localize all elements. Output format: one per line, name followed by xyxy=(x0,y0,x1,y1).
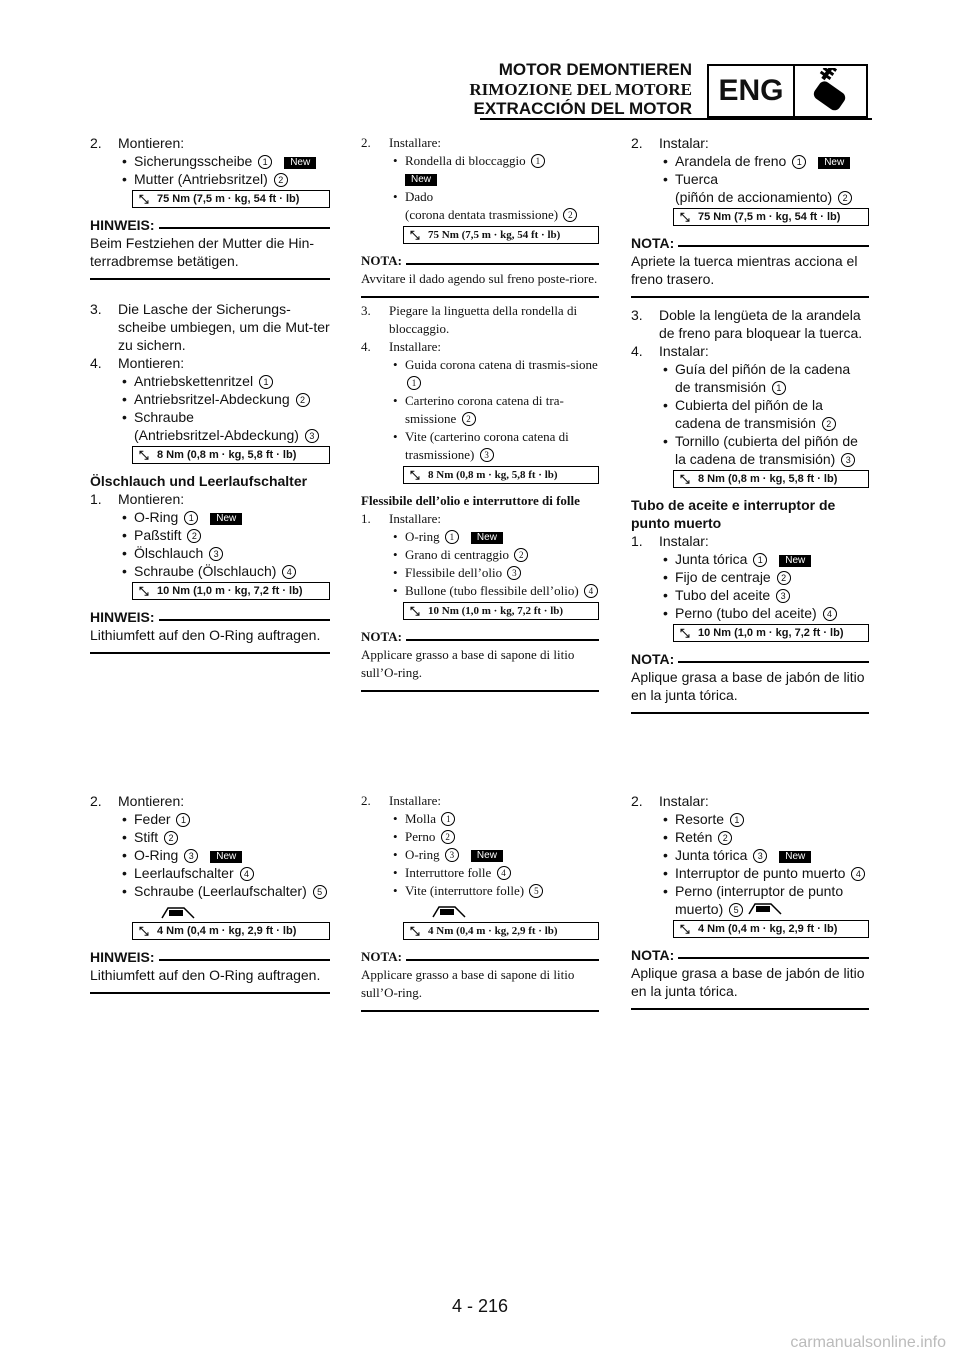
torque-value: 4 Nm (0,4 m · kg, 2,9 ft · lb) xyxy=(428,925,558,937)
list-item-cont: (corona dentata trasmissione) xyxy=(405,207,559,222)
note-label: NOTA: xyxy=(361,949,402,964)
list-item: Bullone (tubo flessibile dell’olio) xyxy=(405,583,579,598)
callout-number: 4 xyxy=(823,607,837,621)
step-text: Instalar: xyxy=(659,135,709,151)
callout-number: 1 xyxy=(753,553,767,567)
wrench-icon: ⤡ xyxy=(410,228,420,242)
step-text: Die Lasche der Sicherungs-scheibe umbiegen, um die Mut-ter zu sichern. xyxy=(118,301,330,353)
torque-spec xyxy=(673,208,869,226)
callout-number: 3 xyxy=(184,849,198,863)
torque-spec xyxy=(132,582,330,600)
list-item: O-ring xyxy=(405,847,440,862)
list-item: Sicherungsscheibe xyxy=(134,153,253,169)
column-es-top xyxy=(631,134,869,714)
note-rule xyxy=(631,712,869,714)
callout-number: 5 xyxy=(313,885,327,899)
note-label: NOTA: xyxy=(361,253,402,268)
callout-number: 2 xyxy=(822,417,836,431)
step-number: 1. xyxy=(631,533,643,549)
torque-value: 10 Nm (1,0 m · kg, 7,2 ft · lb) xyxy=(428,605,564,617)
callout-number: 1 xyxy=(772,381,786,395)
wrench-icon: ⤡ xyxy=(410,468,420,482)
list-item: Schraube (Leerlaufschalter) xyxy=(134,883,307,899)
step-number: 4. xyxy=(90,355,102,371)
wrench-icon: ⤡ xyxy=(410,924,420,938)
step-number: 2. xyxy=(631,793,643,809)
step-text: Installare: xyxy=(389,135,441,150)
new-part-badge: New xyxy=(210,851,242,863)
torque-value: 75 Nm (7,5 m · kg, 54 ft · lb) xyxy=(157,193,300,205)
step-number: 1. xyxy=(90,491,102,507)
note-header xyxy=(631,234,869,252)
list-item-cont: (piñón de accionamiento) xyxy=(675,189,833,205)
wrench-icon: ⤡ xyxy=(680,472,690,486)
list-item: Ölschlauch xyxy=(134,545,204,561)
step-number: 2. xyxy=(361,135,371,150)
torque-value: 4 Nm (0,4 m · kg, 2,9 ft · lb) xyxy=(698,923,838,935)
callout-number: 3 xyxy=(445,848,459,862)
list-item: O-ring xyxy=(405,529,440,544)
list-item: Perno (interruptor de punto muerto) xyxy=(675,883,844,917)
grease-icon xyxy=(160,904,330,920)
lang-badge: ENG xyxy=(709,66,795,116)
note-header xyxy=(90,608,330,626)
torque-value: 75 Nm (7,5 m · kg, 54 ft · lb) xyxy=(428,229,561,241)
list-item: O-Ring xyxy=(134,847,179,863)
callout-number: 5 xyxy=(529,884,543,898)
callout-number: 1 xyxy=(184,511,198,525)
step-text: Instalar: xyxy=(659,793,709,809)
note-header xyxy=(631,650,869,668)
torque-spec xyxy=(132,190,330,208)
callout-number: 1 xyxy=(445,530,459,544)
torque-spec xyxy=(673,470,869,488)
step-number: 3. xyxy=(631,307,643,323)
note-rule xyxy=(90,992,330,994)
header-title-it: RIMOZIONE DEL MOTORE xyxy=(469,80,692,99)
list-item: Vite (interruttore folle) xyxy=(405,883,525,898)
callout-number: 2 xyxy=(563,208,577,222)
list-item: Interruttore folle xyxy=(405,865,492,880)
step-number: 1. xyxy=(361,511,371,526)
note-text: Beim Festziehen der Mutter die Hin-terradbremse betätigen. xyxy=(90,235,315,269)
callout-number: 2 xyxy=(718,831,732,845)
callout-number: 2 xyxy=(441,830,455,844)
list-item: Dado xyxy=(405,189,434,204)
torque-spec xyxy=(132,922,330,940)
step-text: Instalar: xyxy=(659,533,709,549)
list-item: Flessibile dell’olio xyxy=(405,565,503,580)
list-item: Leerlaufschalter xyxy=(134,865,234,881)
torque-spec xyxy=(403,922,599,940)
note-label: NOTA: xyxy=(361,629,402,644)
torque-value: 75 Nm (7,5 m · kg, 54 ft · lb) xyxy=(698,211,841,223)
callout-number: 2 xyxy=(274,173,288,187)
note-rule xyxy=(361,690,599,692)
torque-spec xyxy=(673,920,869,938)
list-item-cont: (Antriebsritzel-Abdeckung) xyxy=(134,427,299,443)
list-item: Guía del piñón de la cadena de transmisión xyxy=(675,361,851,395)
list-item: Mutter (Antriebsritzel) xyxy=(134,171,268,187)
list-item: Antriebskettenritzel xyxy=(134,373,254,389)
new-part-badge: New xyxy=(471,850,503,862)
note-rule xyxy=(90,652,330,654)
callout-number: 3 xyxy=(305,429,319,443)
note-header xyxy=(631,946,869,964)
torque-spec xyxy=(403,226,599,244)
section-heading: Ölschlauch und Leerlaufschalter xyxy=(90,473,308,489)
step-number: 2. xyxy=(90,135,102,151)
list-item: Schraube (Ölschlauch) xyxy=(134,563,277,579)
callout-number: 2 xyxy=(777,571,791,585)
page-header xyxy=(469,60,692,119)
new-part-badge: New xyxy=(779,555,811,567)
callout-number: 2 xyxy=(514,548,528,562)
step-text: Installare: xyxy=(389,339,441,354)
callout-number: 1 xyxy=(441,812,455,826)
note-header xyxy=(90,948,330,966)
note-header xyxy=(361,252,599,270)
callout-number: 5 xyxy=(729,903,743,917)
step-text: Instalar: xyxy=(659,343,709,359)
torque-value: 10 Nm (1,0 m · kg, 7,2 ft · lb) xyxy=(157,585,303,597)
list-item: Molla xyxy=(405,811,437,826)
note-text: Applicare grasso a base di sapone di litio sull’O-ring. xyxy=(361,647,575,680)
callout-number: 1 xyxy=(730,813,744,827)
torque-value: 4 Nm (0,4 m · kg, 2,9 ft · lb) xyxy=(157,925,297,937)
callout-number: 3 xyxy=(776,589,790,603)
step-number: 2. xyxy=(361,793,371,808)
list-item: Paßstift xyxy=(134,527,182,543)
list-item: Fijo de centraje xyxy=(675,569,771,585)
list-item: Grano di centraggio xyxy=(405,547,509,562)
torque-value: 8 Nm (0,8 m · kg, 5,8 ft · lb) xyxy=(157,449,297,461)
list-item: Junta tórica xyxy=(675,551,748,567)
step-text: Montieren: xyxy=(118,355,185,371)
step-number: 4. xyxy=(631,343,643,359)
callout-number: 4 xyxy=(240,867,254,881)
torque-spec xyxy=(132,446,330,464)
callout-number: 2 xyxy=(296,393,310,407)
note-header xyxy=(90,216,330,234)
list-item: Arandela de freno xyxy=(675,153,787,169)
list-item: Antriebsritzel-Abdeckung xyxy=(134,391,290,407)
note-rule xyxy=(631,1008,869,1010)
step-text: Installare: xyxy=(389,511,441,526)
step-text: Installare: xyxy=(389,793,441,808)
page-number: 4 - 216 xyxy=(451,1296,509,1316)
callout-number: 1 xyxy=(531,154,545,168)
list-item: Tornillo (cubierta del piñón de la cadena de transmisión) xyxy=(675,433,858,467)
new-part-badge: New xyxy=(471,532,503,544)
header-rule xyxy=(480,118,872,120)
callout-number: 2 xyxy=(187,529,201,543)
torque-spec xyxy=(403,466,599,484)
section-badge xyxy=(707,64,868,118)
list-item: Perno xyxy=(405,829,436,844)
callout-number: 1 xyxy=(407,376,421,390)
note-label: HINWEIS: xyxy=(90,949,155,965)
callout-number: 4 xyxy=(282,565,296,579)
header-title-de: MOTOR DEMONTIEREN xyxy=(498,60,692,79)
list-item: Junta tórica xyxy=(675,847,748,863)
callout-number: 1 xyxy=(259,375,273,389)
note-label: NOTA: xyxy=(631,235,675,251)
note-label: NOTA: xyxy=(631,651,675,667)
callout-number: 1 xyxy=(176,813,190,827)
note-header xyxy=(361,948,599,966)
torque-spec xyxy=(673,624,869,642)
new-part-badge: New xyxy=(405,174,437,186)
list-item: Carterino corona catena di tra-smissione xyxy=(405,393,564,426)
wrench-icon: ⤡ xyxy=(680,922,690,936)
torque-value: 8 Nm (0,8 m · kg, 5,8 ft · lb) xyxy=(698,473,838,485)
new-part-badge: New xyxy=(818,157,850,169)
note-label: NOTA: xyxy=(631,947,675,963)
column-de-bottom xyxy=(90,792,330,994)
note-text: Applicare grasso a base di sapone di litio sull’O-ring. xyxy=(361,967,575,1000)
note-text: Lithiumfett auf den O-Ring auftragen. xyxy=(90,627,321,643)
list-item: Feder xyxy=(134,811,171,827)
wrench-icon: ⤡ xyxy=(139,584,149,598)
list-item: Perno (tubo del aceite) xyxy=(675,605,817,621)
list-item: Rondella di bloccaggio xyxy=(405,153,526,168)
note-text: Lithiumfett auf den O-Ring auftragen. xyxy=(90,967,321,983)
step-text: Piegare la linguetta della rondella di bloccaggio. xyxy=(389,303,578,336)
list-item: Vite (carterino corona catena di trasmissione) xyxy=(405,429,569,462)
step-number: 2. xyxy=(90,793,102,809)
list-item: O-Ring xyxy=(134,509,179,525)
callout-number: 2 xyxy=(838,191,852,205)
new-part-badge: New xyxy=(210,513,242,525)
note-text: Apriete la tuerca mientras acciona el freno trasero. xyxy=(631,253,858,287)
callout-number: 3 xyxy=(507,566,521,580)
section-heading: Tubo de aceite e interruptor de punto muerto xyxy=(631,497,836,531)
callout-number: 3 xyxy=(753,849,767,863)
callout-number: 3 xyxy=(209,547,223,561)
note-text: Avvitare il dado agendo sul freno poste-riore. xyxy=(361,271,598,286)
new-part-badge: New xyxy=(779,851,811,863)
note-label: HINWEIS: xyxy=(90,217,155,233)
header-title-es: EXTRACCIÓN DEL MOTOR xyxy=(473,99,692,118)
column-it-bottom xyxy=(361,792,599,1012)
callout-number: 2 xyxy=(164,831,178,845)
new-part-badge: New xyxy=(284,157,316,169)
grease-icon xyxy=(747,902,783,916)
list-item: Cubierta del piñón de la cadena de transmisión xyxy=(675,397,823,431)
note-header xyxy=(361,628,599,646)
engine-icon xyxy=(797,68,865,116)
watermark: carmanualsonline.info xyxy=(790,1334,946,1351)
torque-value: 8 Nm (0,8 m · kg, 5,8 ft · lb) xyxy=(428,469,558,481)
wrench-icon: ⤡ xyxy=(680,626,690,640)
wrench-icon: ⤡ xyxy=(139,924,149,938)
column-de-top xyxy=(90,134,330,654)
list-item: Tubo del aceite xyxy=(675,587,771,603)
step-number: 3. xyxy=(361,303,371,318)
wrench-icon: ⤡ xyxy=(139,192,149,206)
callout-number: 3 xyxy=(841,453,855,467)
note-rule xyxy=(361,1010,599,1012)
list-item: Resorte xyxy=(675,811,725,827)
callout-number: 2 xyxy=(462,412,476,426)
wrench-icon: ⤡ xyxy=(410,604,420,618)
step-text: Montieren: xyxy=(118,793,185,809)
step-number: 2. xyxy=(631,135,643,151)
list-item: Tuerca xyxy=(675,171,719,187)
callout-number: 4 xyxy=(584,584,598,598)
callout-number: 1 xyxy=(792,155,806,169)
column-it-top xyxy=(361,134,599,692)
note-text: Aplique grasa a base de jabón de litio en la junta tórica. xyxy=(631,965,865,999)
step-number: 3. xyxy=(90,301,102,317)
grease-icon xyxy=(431,904,599,920)
callout-number: 3 xyxy=(480,448,494,462)
callout-number: 4 xyxy=(497,866,511,880)
section-heading: Flessibile dell’olio e interruttore di folle xyxy=(361,493,580,508)
list-item: Guida corona catena di trasmis-sione xyxy=(405,357,598,372)
list-item: Stift xyxy=(134,829,159,845)
callout-number: 1 xyxy=(258,155,272,169)
list-item: Interruptor de punto muerto xyxy=(675,865,846,881)
column-es-bottom xyxy=(631,792,869,1010)
step-number: 4. xyxy=(361,339,371,354)
step-text: Doble la lengüeta de la arandela de freno para bloquear la tuerca. xyxy=(659,307,863,341)
step-text: Montieren: xyxy=(118,135,185,151)
torque-spec xyxy=(403,602,599,620)
list-item: Schraube xyxy=(134,409,194,425)
torque-value: 10 Nm (1,0 m · kg, 7,2 ft · lb) xyxy=(698,627,844,639)
note-text: Aplique grasa a base de jabón de litio en la junta tórica. xyxy=(631,669,865,703)
list-item: Retén xyxy=(675,829,713,845)
note-label: HINWEIS: xyxy=(90,609,155,625)
wrench-icon: ⤡ xyxy=(139,448,149,462)
step-text: Montieren: xyxy=(118,491,185,507)
wrench-icon: ⤡ xyxy=(680,210,690,224)
callout-number: 4 xyxy=(851,867,865,881)
